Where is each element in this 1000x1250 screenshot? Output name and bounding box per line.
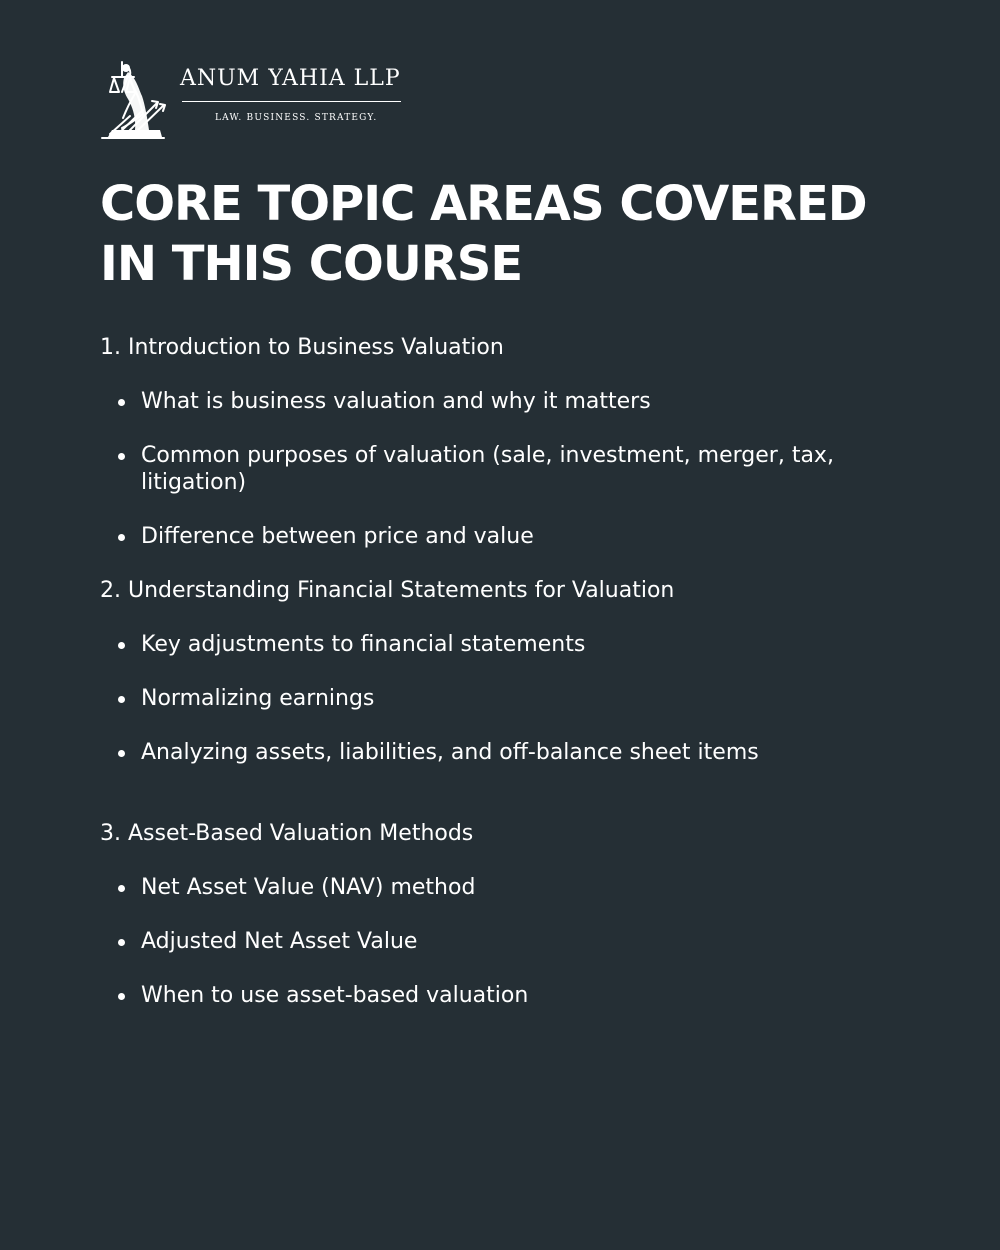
- brand-divider: [182, 101, 401, 102]
- page-title: CORE TOPIC AREAS COVERED IN THIS COURSE: [100, 176, 867, 292]
- list-item-text: When to use asset-based valuation: [141, 983, 529, 1008]
- bullet-list: [100, 631, 900, 766]
- list-item: [100, 685, 900, 712]
- list-item-text: What is business valuation and why it matters: [141, 389, 651, 414]
- topic-section-introduction: [100, 334, 900, 550]
- brand-header: [100, 58, 420, 144]
- section-heading: 2. Understanding Financial Statements for Valuation: [100, 578, 675, 603]
- bullet-icon: [118, 696, 125, 703]
- section-heading: 3. Asset-Based Valuation Methods: [100, 821, 474, 846]
- list-item-text: Key adjustments to financial statements: [141, 632, 586, 657]
- bullet-icon: [118, 534, 125, 541]
- brand-name: ANUM YAHIA LLP: [180, 66, 401, 91]
- section-heading: 1. Introduction to Business Valuation: [100, 335, 504, 360]
- list-item-text: Net Asset Value (NAV) method: [141, 875, 476, 900]
- topic-section-asset-based-methods: [100, 820, 900, 1009]
- list-item: [100, 874, 900, 901]
- brand-tagline: LAW. BUSINESS. STRATEGY.: [215, 113, 378, 123]
- list-item: [100, 442, 900, 496]
- list-item: [100, 739, 900, 766]
- bullet-list: [100, 388, 900, 550]
- justice-statue-icon: [100, 58, 166, 140]
- list-item: [100, 523, 900, 550]
- bullet-icon: [118, 642, 125, 649]
- list-item-text: Adjusted Net Asset Value: [141, 929, 418, 954]
- list-item: [100, 631, 900, 658]
- bullet-icon: [118, 750, 125, 757]
- list-item-text: Analyzing assets, liabilities, and off-balance sheet items: [141, 740, 759, 765]
- list-item: [100, 388, 900, 415]
- topic-section-financial-statements: [100, 577, 900, 766]
- list-item-text: Normalizing earnings: [141, 686, 375, 711]
- list-item: [100, 982, 900, 1009]
- bullet-icon: [118, 399, 125, 406]
- bullet-icon: [118, 453, 125, 460]
- list-item: [100, 928, 900, 955]
- bullet-icon: [118, 885, 125, 892]
- section-spacer: [100, 793, 900, 820]
- bullet-list: [100, 874, 900, 1009]
- course-topics-list: [100, 334, 900, 1036]
- bullet-icon: [118, 939, 125, 946]
- list-item-text: Common purposes of valuation (sale, investment, merger, tax, litigation): [141, 443, 834, 495]
- bullet-icon: [118, 993, 125, 1000]
- list-item-text: Difference between price and value: [141, 524, 534, 549]
